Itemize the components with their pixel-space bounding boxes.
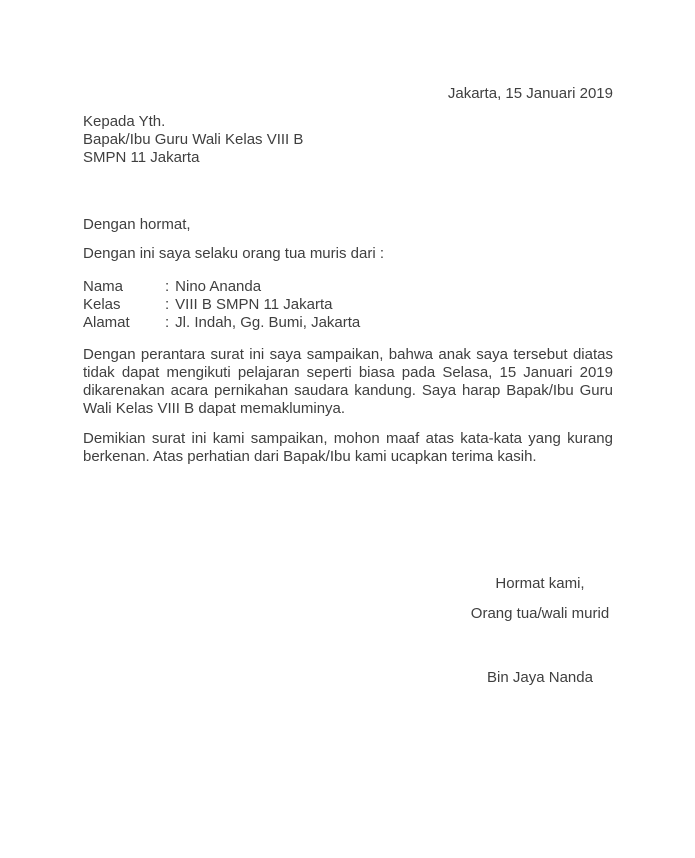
recipient-institution: SMPN 11 Jakarta — [83, 149, 200, 166]
signer-role: Orang tua/wali murid — [470, 605, 610, 622]
recipient-block — [83, 113, 613, 167]
detail-row-nama — [83, 278, 613, 296]
detail-label: Alamat — [83, 314, 130, 331]
detail-row-kelas — [83, 296, 613, 314]
detail-label: Kelas — [83, 296, 121, 313]
body-paragraph-1: Dengan perantara surat ini saya sampaikan, bahwa anak saya tersebut diatas tidak dapat mengikuti pelajaran seperti biasa pada Selasa, 15 Januari 2019 dikarenakan acara pernikahan saudara kandung. Saya harap Bapak/Ibu Guru Wali Kelas VIII B dapat memakluminya. — [83, 346, 613, 417]
detail-separator: : — [165, 314, 170, 331]
opening-salutation: Dengan hormat, — [83, 216, 191, 233]
detail-separator: : — [165, 296, 170, 313]
recipient-name: Bapak/Ibu Guru Wali Kelas VIII B — [83, 131, 304, 148]
signer-name: Bin Jaya Nanda — [487, 669, 593, 686]
detail-value: Nino Ananda — [175, 278, 262, 295]
student-details-block — [83, 278, 613, 332]
closing-salutation: Hormat kami, — [495, 575, 585, 592]
letter-date: Jakarta, 15 Januari 2019 — [447, 85, 613, 102]
recipient-salutation: Kepada Yth. — [83, 113, 166, 130]
detail-value: VIII B SMPN 11 Jakarta — [175, 296, 333, 313]
intro-line: Dengan ini saya selaku orang tua muris dari : — [83, 245, 384, 262]
detail-row-alamat — [83, 314, 613, 332]
detail-label: Nama — [83, 278, 124, 295]
detail-value: Jl. Indah, Gg. Bumi, Jakarta — [175, 314, 361, 331]
signature-block — [430, 575, 650, 687]
body-paragraph-2: Demikian surat ini kami sampaikan, mohon maaf atas kata-kata yang kurang berkenan. Atas perhatian dari Bapak/Ibu kami ucapkan terima kasih. — [83, 430, 613, 465]
detail-separator: : — [165, 278, 170, 295]
